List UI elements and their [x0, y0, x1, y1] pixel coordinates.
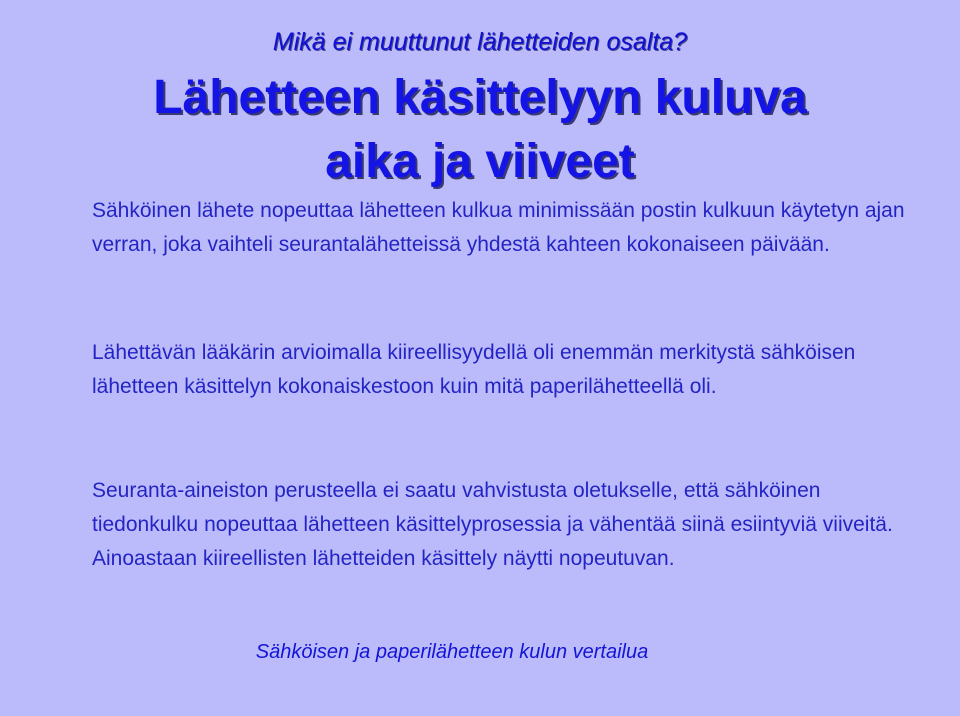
- slide-title: [60, 66, 900, 194]
- slide-title-line-2: aika ja viiveet: [325, 135, 635, 188]
- paragraph-follow-up-data: Seuranta-aineiston perusteella ei saatu vahvistusta oletukselle, että sähköinen tiedonkulku nopeuttaa lähetteen käsittelyprosessia ja vähentää siinä esiintyviä viiveitä. Ainoastaan kiireellisten lähetteiden käsittely näytti nopeutuvan.: [92, 479, 893, 570]
- slide-caption: Sähköisen ja paperilähetteen kulun vertailua: [255, 641, 649, 663]
- paragraph-urgency: Lähettävän lääkärin arvioimalla kiireellisyydellä oli enemmän merkitystä sähköisen lähetteen käsittelyn kokonaiskestoon kuin mitä paperilähetteellä oli.: [92, 341, 856, 398]
- slide-kicker: Mikä ei muuttunut lähetteiden osalta?: [272, 28, 688, 56]
- slide-title-line-1: Lähetteen käsittelyyn kuluva: [153, 71, 807, 124]
- paragraph-delivery-time: Sähköinen lähete nopeuttaa lähetteen kulkua minimissään postin kulkuun käytetyn ajan verran, joka vaihteli seurantalähetteissä yhdestä kahteen kokonaiseen päivään.: [92, 199, 905, 256]
